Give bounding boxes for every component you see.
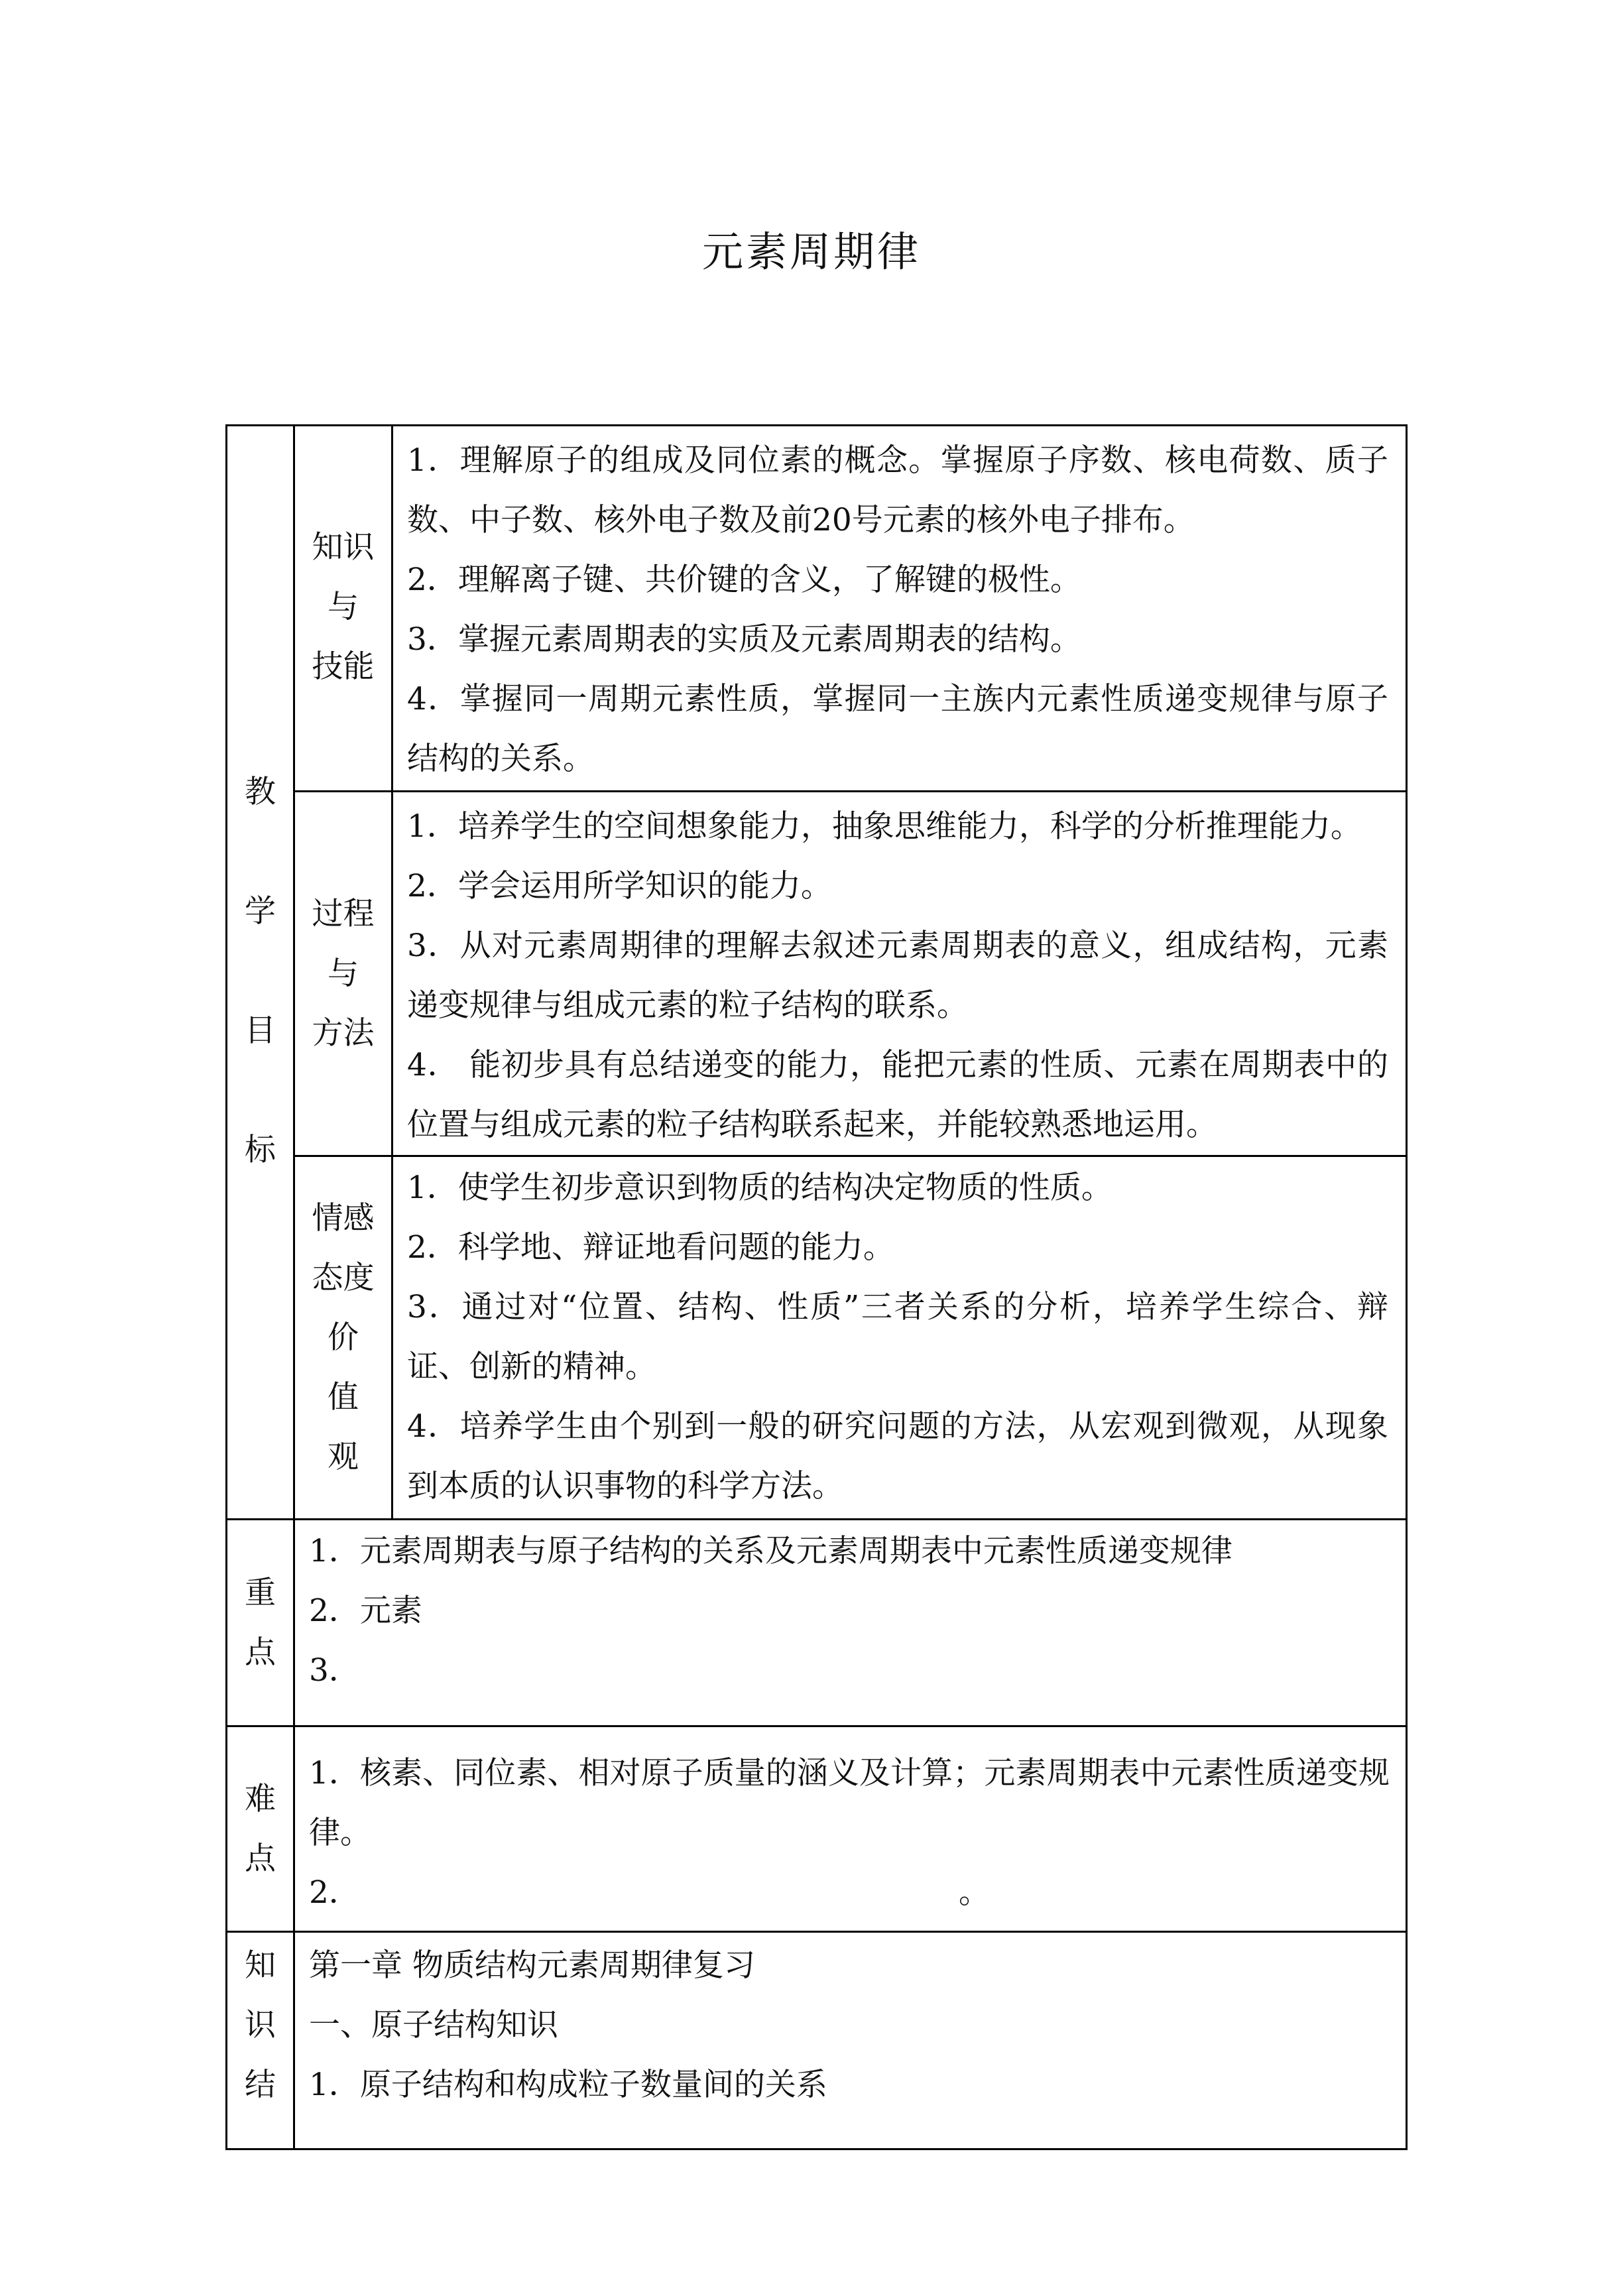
structure-label-char: 知 <box>245 1947 276 1984</box>
emotion-label-line: 观 <box>328 1438 359 1475</box>
key-points-label-char: 重 <box>245 1574 276 1611</box>
structure-label-char: 识 <box>245 2007 276 2043</box>
knowledge-label-line: 技能 <box>312 648 375 685</box>
list-item: 1．核素、同位素、相对原子质量的涵义及计算；元素周期表中元素性质递变规律。 <box>309 1755 1390 1851</box>
difficulties-content <box>309 1744 1390 1923</box>
list-item: 4．掌握同一周期元素性质，掌握同一主族内元素性质递变规律与原子结构的关系。 <box>407 681 1388 777</box>
key-points-label-char: 点 <box>245 1634 276 1671</box>
list-item <box>309 1863 1390 1923</box>
list-item: 3．通过对“位置、结构、性质”三者关系的分析，培养学生综合、辩证、创新的精神。 <box>407 1289 1388 1385</box>
divider-knowledge-process <box>293 790 1408 792</box>
list-item: 1．元素周期表与原子结构的关系及元素周期表中元素性质递变规律 <box>309 1533 1232 1569</box>
emotion-values-content <box>407 1158 1388 1516</box>
key-points-label <box>227 1520 293 1725</box>
process-label-line: 与 <box>328 955 359 992</box>
difficulty-item-2: 2． <box>309 1874 360 1911</box>
list-item: 3．从对元素周期律的理解去叙述元素周期表的意义，组成结构，元素递变规律与组成元素的粒子结构的联系。 <box>407 928 1388 1024</box>
knowledge-structure-content <box>309 1936 1390 2115</box>
lesson-plan-table <box>225 424 1408 2208</box>
list-item: 1．理解原子的组成及同位素的概念。掌握原子序数、核电荷数、质子数、中子数、核外电子数及前20号元素的核外电子排布。 <box>407 442 1388 538</box>
objectives-label-char: 教 <box>245 774 276 810</box>
list-item: 1．培养学生的空间想象能力，抽象思维能力，科学的分析推理能力。 <box>407 808 1362 845</box>
list-item: 1．使学生初步意识到物质的结构决定物质的性质。 <box>407 1170 1112 1206</box>
list-item: 一、原子结构知识 <box>309 2007 558 2043</box>
knowledge-skills-label <box>295 424 391 790</box>
process-method-content <box>407 797 1388 1155</box>
knowledge-skills-content <box>407 431 1388 789</box>
table-border-top <box>225 424 1408 426</box>
knowledge-label-line: 与 <box>328 589 359 625</box>
list-item: 4．培养学生由个别到一般的研究问题的方法，从宏观到微观，从现象到本质的认识事物的科学方法。 <box>407 1408 1388 1504</box>
difficulty-item-2-end: 。 <box>959 1874 990 1911</box>
table-border-bottom <box>225 2148 1408 2150</box>
knowledge-structure-label <box>227 1936 293 2135</box>
page-title: 元素周期律 <box>701 227 921 276</box>
key-points-content <box>309 1522 1390 1701</box>
process-label-line: 方法 <box>312 1014 375 1052</box>
list-item: 3． <box>309 1652 360 1689</box>
objectives-label-char: 标 <box>245 1132 276 1168</box>
emotion-label-line: 值 <box>328 1378 359 1416</box>
objectives-label <box>227 424 293 1518</box>
process-label-line: 过程 <box>312 895 375 932</box>
list-item: 3．掌握元素周期表的实质及元素周期表的结构。 <box>407 621 1081 658</box>
difficulties-label-char: 难 <box>245 1780 276 1817</box>
divider-objectives-keypoints <box>225 1518 1408 1520</box>
divider-process-emotion <box>293 1155 1408 1157</box>
process-method-label <box>295 792 391 1155</box>
list-item: 2．理解离子键、共价键的含义，了解键的极性。 <box>407 562 1081 598</box>
table-border-right <box>1406 424 1408 2150</box>
emotion-values-label <box>295 1157 391 1518</box>
list-item: 2．元素 <box>309 1593 422 1629</box>
structure-label-char: 结 <box>245 2067 276 2103</box>
list-item: 2．科学地、辩证地看问题的能力。 <box>407 1229 894 1266</box>
list-item: 1．原子结构和构成粒子数量间的关系 <box>309 2067 827 2103</box>
emotion-label-line: 价 <box>328 1319 359 1356</box>
difficulties-label-char: 点 <box>245 1840 276 1877</box>
divider-sublabel-column <box>391 424 393 1520</box>
list-item: 2．学会运用所学知识的能力。 <box>407 868 832 904</box>
objectives-label-char: 目 <box>245 1012 276 1049</box>
emotion-label-line: 情感 <box>312 1199 375 1237</box>
difficulties-label <box>227 1727 293 1931</box>
knowledge-label-line: 知识 <box>312 529 375 566</box>
objectives-label-char: 学 <box>245 893 276 930</box>
list-item: 4． 能初步具有总结递变的能力，能把元素的性质、元素在周期表中的位置与组成元素的粒子结构联系起来，并能较熟悉地运用。 <box>407 1047 1388 1143</box>
divider-difficulties-structure <box>225 1931 1408 1933</box>
list-item: 第一章 物质结构元素周期律复习 <box>309 1947 755 1984</box>
divider-keypoints-difficulties <box>225 1725 1408 1727</box>
emotion-label-line: 态度 <box>312 1259 375 1296</box>
